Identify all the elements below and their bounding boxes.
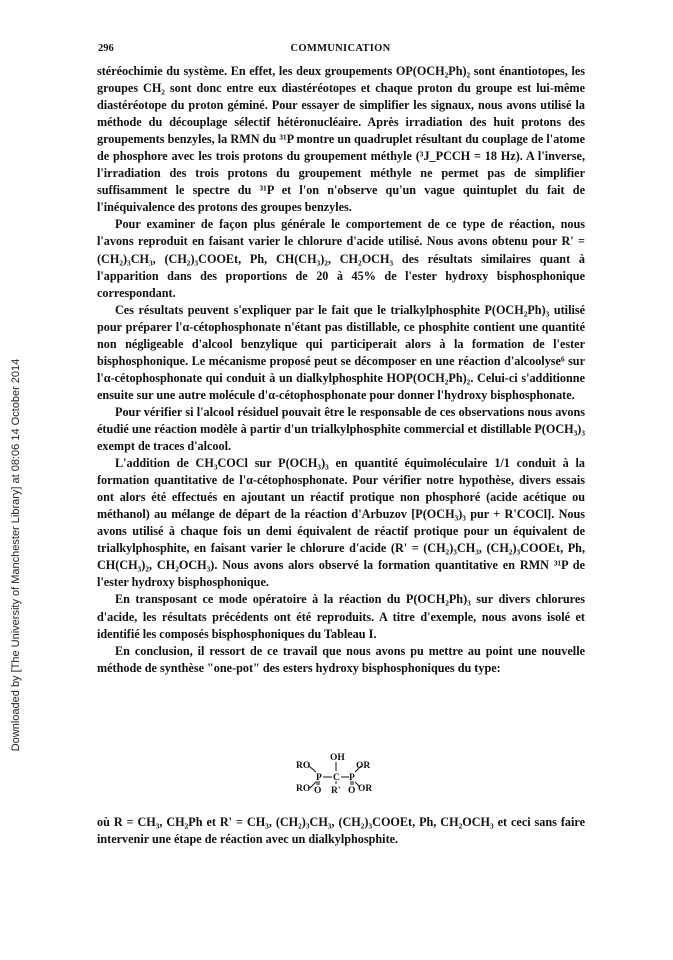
download-watermark	[6, 0, 26, 960]
paragraph: Pour vérifier si l'alcool résiduel pouvait être le responsable de ces observations nous avons étudié une réaction modèle à partir d'un trialkylphosphite commercial et distillable P(OCH₃)₃ exempt de traces d'alcool.	[97, 404, 585, 454]
article-body	[97, 63, 585, 677]
formula-c: C	[333, 773, 340, 783]
page-number: 296	[98, 43, 114, 54]
formula-p-left: P	[316, 773, 322, 783]
formula-or-top: OR	[356, 761, 371, 771]
closing-paragraph	[97, 814, 585, 848]
paragraph: En conclusion, il ressort de ce travail que nous avons pu mettre au point une nouvelle méthode de synthèse "one-pot" des esters hydroxy bisphosphoniques du type:	[97, 643, 585, 675]
formula-ro-bottom: RO	[296, 784, 311, 794]
download-note: Downloaded by [The University of Manchester Library] at 08:06 14 October 2014	[10, 358, 22, 752]
formula-o-left: O	[314, 786, 322, 796]
paragraph: où R = CH₃, CH₂Ph et R' = CH₃, (CH₂)₃CH₃, (CH₂)₃COOEt, Ph, CH₂OCH₃ et ceci sans faire intervenir une étape de réaction avec un dialkylphosphite.	[97, 815, 585, 847]
paragraph: stéréochimie du système. En effet, les deux groupements OP(OCH₂Ph)₂ sont énantiotopes, les groupes CH₂ sont donc entre eux diastéréotopes et chaque proton du groupe est lui-même diastéréotope du proton géminé. Pour essayer de simplifier les signaux, nous avons utilisé la méthode du découplage sélectif hétéronucléaire. Après irradiation des huit protons des groupements benzyles, la RMN du ³¹P montre un quadruplet résultant du couplage de l'atome de phosphore avec les trois protons du groupement méthyle (³J_PCCH = 18 Hz). A l'inverse, l'irradiation des trois protons du groupement méthyle ne permet pas de simplifier suffisamment le spectre du ³¹P et l'on n'observe qu'un vague quintuplet du fait de l'inéquivalence des protons des groupes benzyles.	[97, 64, 585, 215]
formula-ro-top: RO	[296, 761, 311, 771]
formula-o-right: O	[348, 786, 356, 796]
formula-or-bottom: OR	[358, 784, 373, 794]
paragraph: Pour examiner de façon plus générale le comportement de ce type de réaction, nous l'avons reproduit en faisant varier le chlorure d'acide utilisé. Nous avons obtenu pour R' = (CH₂)₃CH₃, (CH₂)₃COOEt, Ph, CH(CH₃)₂, CH₂OCH₃ des résultats similaires quant à l'apparition dans des proportions de 20 à 45% de l'ester hydroxy bisphosphonique correspondant.	[97, 217, 585, 300]
formula-oh: OH	[330, 753, 345, 763]
running-head: COMMUNICATION	[290, 43, 391, 54]
chemical-structure	[296, 750, 378, 806]
paragraph: En transposant ce mode opératoire à la réaction du P(OCH₂Ph)₃ sur divers chlorures d'acide, les résultats précédents ont été reproduits. A titre d'exemple, nous avons isolé et identifié les composés bisphosphoniques du Tableau I.	[97, 592, 585, 641]
paragraph: L'addition de CH₃COCl sur P(OCH₃)₃ en quantité équimoléculaire 1/1 conduit à la formation quantitative de l'α-cétophosphonate. Pour vérifier notre hypothèse, divers essais ont alors été effectués en ajoutant un réactif protique non phosphoré (acide acétique ou méthanol) au mélange de départ de la réaction d'Arbuzov [P(OCH₃)₃ pur + R'COCl]. Nous avons utilisé à chaque fois un demi équivalent de réactif protique pour un équivalent de trialkylphosphite, en faisant varier le chlorure d'acide (R' = (CH₂)₃CH₃, (CH₂)₃COOEt, Ph, CH(CH₃)₂, CH₂OCH₃). Nous avons alors observé la formation quantitative en RMN ³¹P de l'ester hydroxy bisphosphonique.	[97, 456, 585, 590]
formula-p-right: P	[349, 773, 355, 783]
formula-r-prime: R'	[331, 786, 341, 796]
paragraph: Ces résultats peuvent s'expliquer par le fait que le trialkylphosphite P(OCH₂Ph)₃ utilisé pour préparer l'α-cétophosphonate n'étant pas distillable, ce phosphite contient une quantité non négligeable d'alcool benzylique qui participerait alors à la formation de l'ester bisphosphonique. Le mécanisme proposé peut se décomposer en une réaction d'alcoolyse⁶ sur l'α-cétophosphonate qui conduit à un dialkylphosphite HOP(OCH₂Ph)₂. Celui-ci s'additionne ensuite sur une autre molécule d'α-cétophosphonate pour donner l'hydroxy bisphosphonate.	[97, 302, 585, 402]
